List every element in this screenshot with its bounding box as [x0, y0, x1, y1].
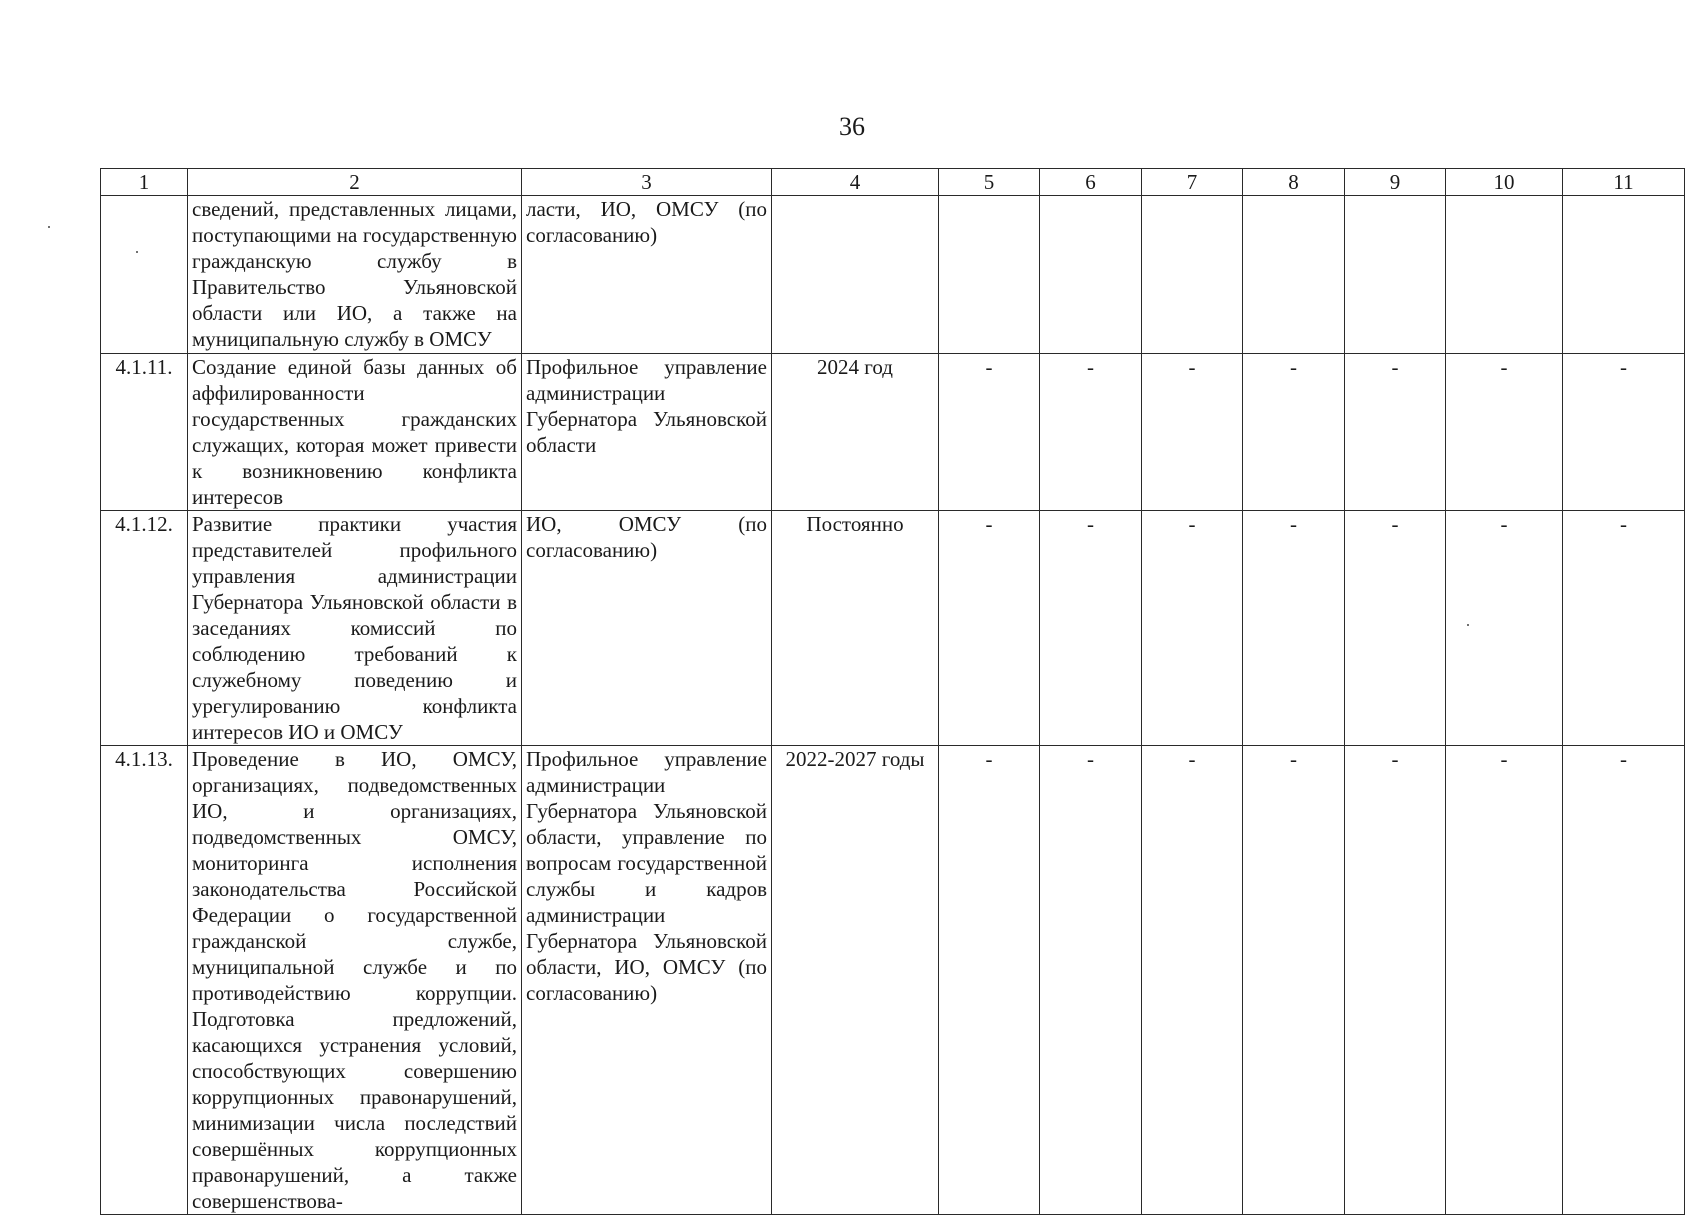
value-cell: - — [1040, 511, 1142, 746]
measures-table — [100, 168, 1685, 1215]
value-cell: - — [939, 511, 1040, 746]
value-cell: - — [1563, 354, 1685, 511]
value-cell — [1345, 196, 1446, 354]
value-cell: - — [1446, 746, 1563, 1215]
scan-speck — [136, 251, 138, 253]
value-cell — [1446, 196, 1563, 354]
scan-speck — [48, 226, 50, 228]
scan-speck — [1467, 624, 1469, 626]
column-header: 2 — [188, 169, 522, 196]
period-cell: 2022-2027 годы — [772, 746, 939, 1215]
value-cell: - — [939, 354, 1040, 511]
measure-text: Создание единой базы данных об аффилированности государственных гражданских служащих, которая может привести к возникновению конфликта интересов — [188, 354, 522, 511]
period-cell: 2024 год — [772, 354, 939, 511]
item-number — [101, 196, 188, 354]
value-cell: - — [1345, 511, 1446, 746]
value-cell: - — [1040, 354, 1142, 511]
page-number: 36 — [839, 112, 865, 141]
value-cell: - — [1142, 354, 1243, 511]
table-row — [101, 511, 1685, 746]
value-cell: - — [1142, 746, 1243, 1215]
period-cell: Постоянно — [772, 511, 939, 746]
column-header: 11 — [1563, 169, 1685, 196]
value-cell: - — [1243, 511, 1345, 746]
value-cell: - — [1243, 354, 1345, 511]
item-number: 4.1.12. — [101, 511, 188, 746]
value-cell: - — [1243, 746, 1345, 1215]
value-cell: - — [1563, 746, 1685, 1215]
value-cell: - — [1345, 354, 1446, 511]
executor-text: Профильное управление администрации Губернатора Ульяновской области, управление по вопросам государственной службы и кадров администрации Губернатора Ульяновской области, ИО, ОМСУ (по согласованию) — [522, 746, 772, 1215]
column-header: 8 — [1243, 169, 1345, 196]
table-row — [101, 354, 1685, 511]
value-cell — [1142, 196, 1243, 354]
value-cell: - — [1563, 511, 1685, 746]
value-cell: - — [1040, 746, 1142, 1215]
executor-text: ласти, ИО, ОМСУ (по согласованию) — [522, 196, 772, 354]
value-cell: - — [1446, 511, 1563, 746]
table-row — [101, 196, 1685, 354]
column-header: 5 — [939, 169, 1040, 196]
period-cell — [772, 196, 939, 354]
item-number: 4.1.13. — [101, 746, 188, 1215]
column-header: 10 — [1446, 169, 1563, 196]
value-cell: - — [1142, 511, 1243, 746]
value-cell: - — [1345, 746, 1446, 1215]
value-cell: - — [939, 746, 1040, 1215]
column-header: 4 — [772, 169, 939, 196]
measure-text: Проведение в ИО, ОМСУ, организациях, подведомственных ИО, и организациях, подведомственных ОМСУ, мониторинга исполнения законодательства Российской Федерации о государственной гражданской службе, муниципальной службе и по противодействию коррупции. Подготовка предложений, касающихся устранения условий, способствующих совершению коррупционных правонарушений, минимизации числа последствий совершённых коррупционных правонарушений, а также совершенствова- — [188, 746, 522, 1215]
executor-text: ИО, ОМСУ (по согласованию) — [522, 511, 772, 746]
value-cell — [1563, 196, 1685, 354]
header-row — [101, 169, 1685, 196]
item-number: 4.1.11. — [101, 354, 188, 511]
value-cell: - — [1446, 354, 1563, 511]
column-header: 7 — [1142, 169, 1243, 196]
value-cell — [1040, 196, 1142, 354]
value-cell — [1243, 196, 1345, 354]
measure-text: Развитие практики участия представителей профильного управления администрации Губернатора Ульяновской области в заседаниях комиссий по соблюдению требований к служебному поведению и урегулированию конфликта интересов ИО и ОМСУ — [188, 511, 522, 746]
executor-text: Профильное управление администрации Губернатора Ульяновской области — [522, 354, 772, 511]
column-header: 1 — [101, 169, 188, 196]
measure-text: сведений, представленных лицами, поступающими на государственную гражданскую службу в Правительство Ульяновской области или ИО, а также на муниципальную службу в ОМСУ — [188, 196, 522, 354]
value-cell — [939, 196, 1040, 354]
column-header: 9 — [1345, 169, 1446, 196]
column-header: 6 — [1040, 169, 1142, 196]
table-row — [101, 746, 1685, 1215]
column-header: 3 — [522, 169, 772, 196]
